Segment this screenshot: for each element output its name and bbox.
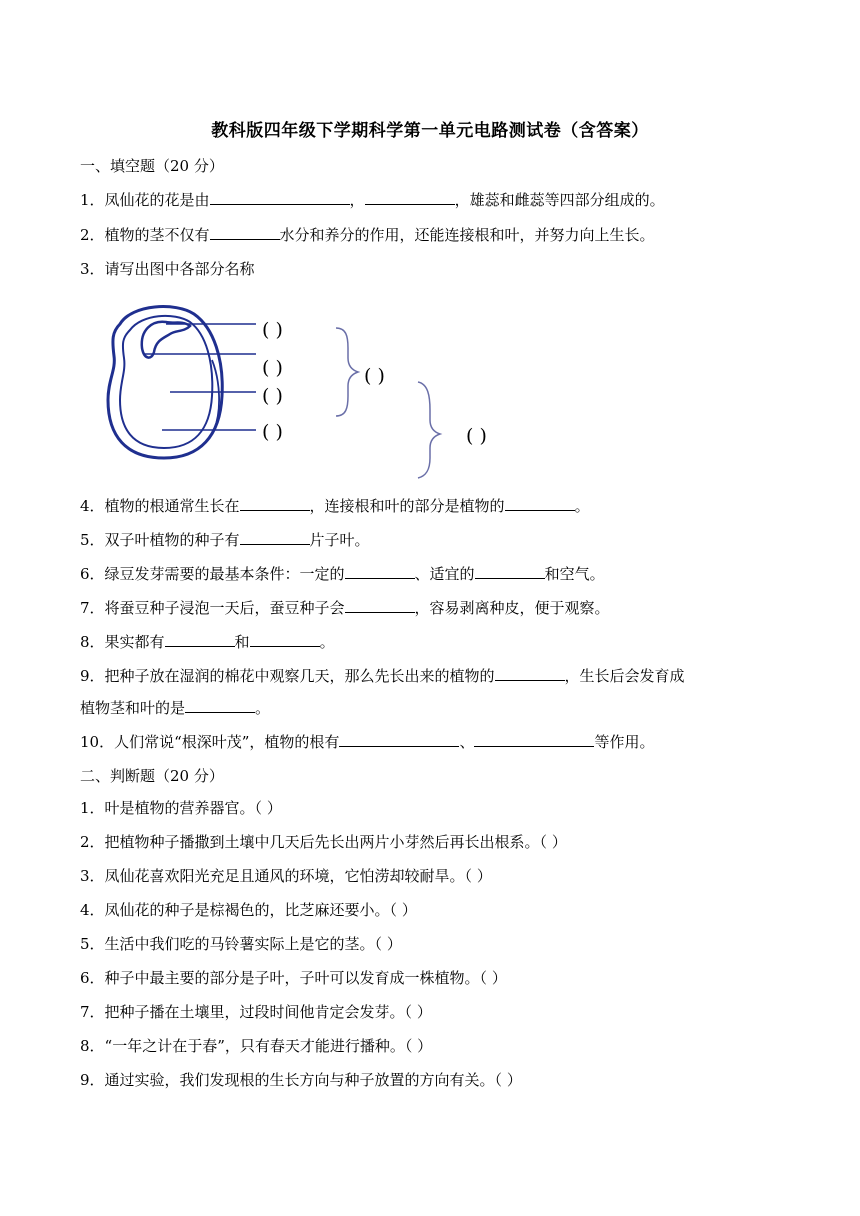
- document-title: 教科版四年级下学期科学第一单元电路测试卷（含答案）: [211, 121, 649, 141]
- question-text: 5．双子叶植物的种子有: [80, 531, 240, 549]
- answer-blank[interactable]: [474, 732, 594, 747]
- answer-blank[interactable]: [250, 632, 320, 647]
- question-8: [80, 632, 335, 652]
- question-text: 6．绿豆发芽需要的最基本条件：一定的: [80, 565, 345, 583]
- question-text: 、适宜的: [414, 565, 475, 583]
- judgment-item-6: 6．种子中最主要的部分是子叶，子叶可以发育成一株植物。（ ）: [80, 969, 507, 987]
- answer-blank[interactable]: [365, 190, 455, 205]
- seed-diagram: [104, 300, 544, 480]
- question-6: [80, 564, 605, 584]
- answer-blank[interactable]: [345, 564, 415, 579]
- question-text: 4．植物的根通常生长在: [80, 497, 240, 515]
- question-text: 9．把种子放在湿润的棉花中观察几天，那么先长出来的植物的: [80, 667, 495, 685]
- question-text: 、: [459, 733, 475, 751]
- judgment-item-8: 8．“一年之计在于春”，只有春天才能进行播种。（ ）: [80, 1037, 433, 1055]
- question-text: 2．植物的茎不仅有: [80, 226, 210, 244]
- question-text: 片子叶。: [309, 531, 370, 549]
- answer-blank[interactable]: [240, 530, 310, 545]
- question-text: ，雄蕊和雌蕊等四部分组成的。: [454, 191, 665, 209]
- judgment-item-7: 7．把种子播在土壤里，过段时间他肯定会发芽。（ ）: [80, 1003, 432, 1021]
- judgment-item-3: 3．凤仙花喜欢阳光充足且通风的环境，它怕涝却较耐旱。（ ）: [80, 867, 492, 885]
- question-text: 。: [574, 497, 590, 515]
- label-paren-6: ( ): [466, 425, 487, 447]
- label-paren-1: ( ): [262, 319, 283, 341]
- question-text: 和: [234, 633, 250, 651]
- question-text: 。: [255, 699, 271, 717]
- question-10: [80, 732, 654, 752]
- answer-blank[interactable]: [345, 598, 415, 613]
- judgment-item-1: 1．叶是植物的营养器官。（ ）: [80, 799, 282, 817]
- question-text: ，: [349, 191, 365, 209]
- judgment-item-4: 4．凤仙花的种子是棕褐色的，比芝麻还要小。（ ）: [80, 901, 417, 919]
- question-text: ，生长后会发育成: [564, 667, 685, 685]
- question-3: 3．请写出图中各部分名称: [80, 260, 255, 278]
- seed-outline-outer: [108, 307, 222, 458]
- question-9: [80, 666, 685, 686]
- section-heading-fill-in: 一、填空题（20 分）: [80, 157, 224, 175]
- question-2: [80, 225, 655, 245]
- answer-blank[interactable]: [339, 732, 459, 747]
- question-text: 植物茎和叶的是: [80, 699, 186, 717]
- answer-blank[interactable]: [495, 666, 565, 681]
- question-text: ，容易剥离种皮，便于观察。: [414, 599, 610, 617]
- question-text: 和空气。: [544, 565, 605, 583]
- question-text: 。: [319, 633, 335, 651]
- answer-blank[interactable]: [210, 225, 280, 240]
- question-1: [80, 190, 665, 210]
- answer-blank[interactable]: [210, 190, 350, 205]
- brace-2: [418, 382, 440, 478]
- cotyledon-curve: [212, 360, 219, 430]
- embryo: [142, 322, 190, 358]
- answer-blank[interactable]: [165, 632, 235, 647]
- question-9-continued: [80, 698, 270, 718]
- question-text: 水分和养分的作用，还能连接根和叶，并努力向上生长。: [279, 226, 655, 244]
- question-7: [80, 598, 610, 618]
- judgment-item-9: 9．通过实验，我们发现根的生长方向与种子放置的方向有关。（ ）: [80, 1071, 522, 1089]
- answer-blank[interactable]: [505, 496, 575, 511]
- question-text: ，连接根和叶的部分是植物的: [309, 497, 505, 515]
- question-5: [80, 530, 370, 550]
- question-text: 1．凤仙花的花是由: [80, 191, 210, 209]
- answer-blank[interactable]: [240, 496, 310, 511]
- question-text: 8．果实都有: [80, 633, 165, 651]
- question-text: 7．将蚕豆种子浸泡一天后，蚕豆种子会: [80, 599, 345, 617]
- question-text: 10．人们常说“根深叶茂”，植物的根有: [80, 733, 340, 751]
- question-4: [80, 496, 590, 516]
- judgment-item-5: 5．生活中我们吃的马铃薯实际上是它的茎。（ ）: [80, 935, 402, 953]
- label-paren-2: ( ): [262, 357, 283, 379]
- brace-1: [336, 328, 358, 416]
- label-paren-5: ( ): [364, 365, 385, 387]
- judgment-item-2: 2．把植物种子播撒到土壤中几天后先长出两片小芽然后再长出根系。（ ）: [80, 833, 567, 851]
- question-text: 等作用。: [594, 733, 655, 751]
- label-paren-4: ( ): [262, 421, 283, 443]
- label-paren-3: ( ): [262, 385, 283, 407]
- answer-blank[interactable]: [475, 564, 545, 579]
- section-heading-true-false: 二、判断题（20 分）: [80, 767, 224, 785]
- answer-blank[interactable]: [185, 698, 255, 713]
